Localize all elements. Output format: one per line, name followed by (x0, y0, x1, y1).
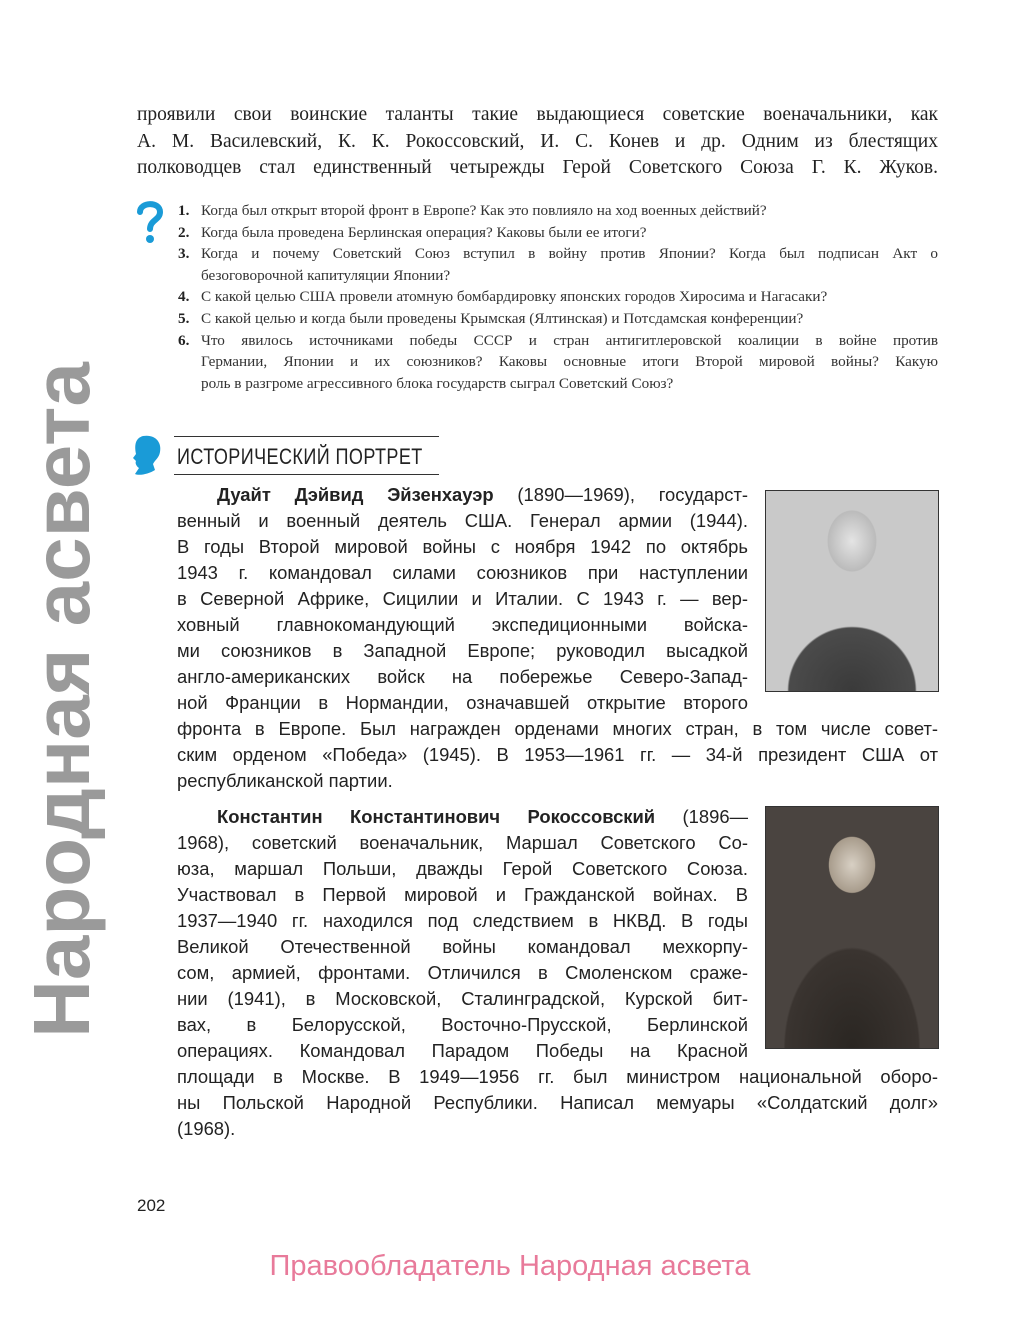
person-name: Дуайт Дэйвид Эйзенхауэр (217, 484, 494, 505)
question-mark-icon (137, 200, 163, 244)
text-line: англо-американских войск на побережье Северо-Запад- (177, 666, 748, 687)
text-line: Участвовал в Первой мировой и Гражданской войнах. В (177, 884, 748, 905)
text-line: ховный главнокомандующий экспедиционными войска- (177, 614, 748, 635)
text-line: в Северной Африке, Сицилии и Италии. С 1943 г. — вер- (177, 588, 748, 609)
text-line: проявили свои воинские таланты такие выдающиеся советские военачальники, как (137, 104, 938, 125)
text-line: вах, в Белорусской, Восточно-Прусской, Берлинской (177, 1014, 748, 1035)
text-line: ны Польской Народной Республики. Написал мемуары «Солдатский долг» (177, 1092, 938, 1113)
text-line (217, 484, 748, 506)
question-text: Германии, Японии и их союзников? Каковы основные итоги Второй мировой войны? Какую (201, 353, 938, 371)
profile-silhouette-icon (131, 434, 163, 476)
text-line: 1943 г. командовал силами союзников при наступлении (177, 562, 748, 583)
question-text: роль в разгроме агрессивного блока государств сыграл Советский Союз? (201, 374, 674, 392)
text-line: операциях. Командовал Парадом Победы на Красной (177, 1040, 748, 1061)
copyright-footer: Правообладатель Народная асвета (269, 1250, 751, 1282)
text-line: Великой Отечественной войны командовал мехкорпу- (177, 936, 748, 957)
watermark: Народная асвета (17, 362, 106, 1038)
text-line: ским орденом «Победа» (1945). В 1953—1961 гг. — 34-й президент США от (177, 744, 938, 765)
question-text: Что явилось источниками победы СССР и стран антигитлеровской коалиции в войне против (201, 331, 938, 349)
question-text: Когда был открыт второй фронт в Европе? Как это повлияло на ход военных действий? (201, 202, 767, 219)
rokossovsky-photo (765, 806, 939, 1049)
question-text: безоговорочной капитуляции Японии? (201, 266, 451, 284)
text-line: фронта в Европе. Был награжден орденами многих стран, в том числе совет- (177, 718, 938, 739)
text-line: площади в Москве. В 1949—1956 гг. был министром национальной оборо- (177, 1066, 938, 1087)
question-text: С какой целью США провели атомную бомбардировку японских городов Хиросима и Нагасаки? (201, 288, 828, 306)
question-number: 6. (178, 331, 190, 349)
section-title: ИСТОРИЧЕСКИЙ ПОРТРЕТ (177, 444, 423, 469)
text-line: республиканской партии. (177, 770, 393, 791)
text-line: 1937—1940 гг. находился под следствием в НКВД. В годы (177, 910, 748, 931)
question-number: 2. (178, 223, 190, 241)
text-line (217, 806, 748, 828)
question-text: Когда была проведена Берлинская операция? Каковы были ее итоги? (201, 223, 647, 241)
text-line: нии (1941), в Московской, Сталинградской, Курской бит- (177, 988, 748, 1009)
person-name: Константин Константинович Рокоссовский (217, 806, 656, 827)
eisenhower-photo (765, 490, 939, 692)
question-text: Когда и почему Советский Союз вступил в войну против Японии? Когда был подписан Акт о (201, 245, 938, 263)
section-rule-top (174, 436, 439, 437)
text-line: венный и военный деятель США. Генерал армии (1944). (177, 510, 748, 531)
text-line: 1968), советский военачальник, Маршал Советского Со- (177, 832, 748, 853)
question-number: 5. (178, 310, 190, 327)
dates: (1896— (655, 806, 748, 827)
question-number: 3. (178, 245, 190, 263)
question-text: С какой целью и когда были проведены Крымская (Ялтинская) и Потсдамская конференции? (201, 310, 804, 327)
text-line: (1968). (177, 1118, 236, 1139)
text-line: юза, маршал Польши, дважды Герой Советского Союза. (177, 858, 748, 879)
text-line: В годы Второй мировой войны с ноября 1942 по октябрь (177, 536, 748, 557)
text-line: А. М. Василевский, К. К. Рокоссовский, И. С. Конев и др. Одним из блестящих (137, 130, 938, 152)
question-number: 1. (178, 202, 190, 219)
dates: (1890—1969), государст- (493, 484, 748, 505)
question-number: 4. (178, 288, 190, 306)
page-number: 202 (137, 1196, 166, 1215)
text-line: ной Франции в Нормандии, означавшей открытие второго (177, 692, 748, 713)
section-rule-bottom (174, 474, 439, 475)
text-line: полководцев стал единственный четырежды Герой Советского Союза Г. К. Жуков. (137, 157, 938, 178)
text-line: сом, армией, фронтами. Отличился в Смоленском сраже- (177, 962, 748, 983)
text-line: ми союзников в Западной Европе; руководил высадкой (177, 640, 748, 661)
